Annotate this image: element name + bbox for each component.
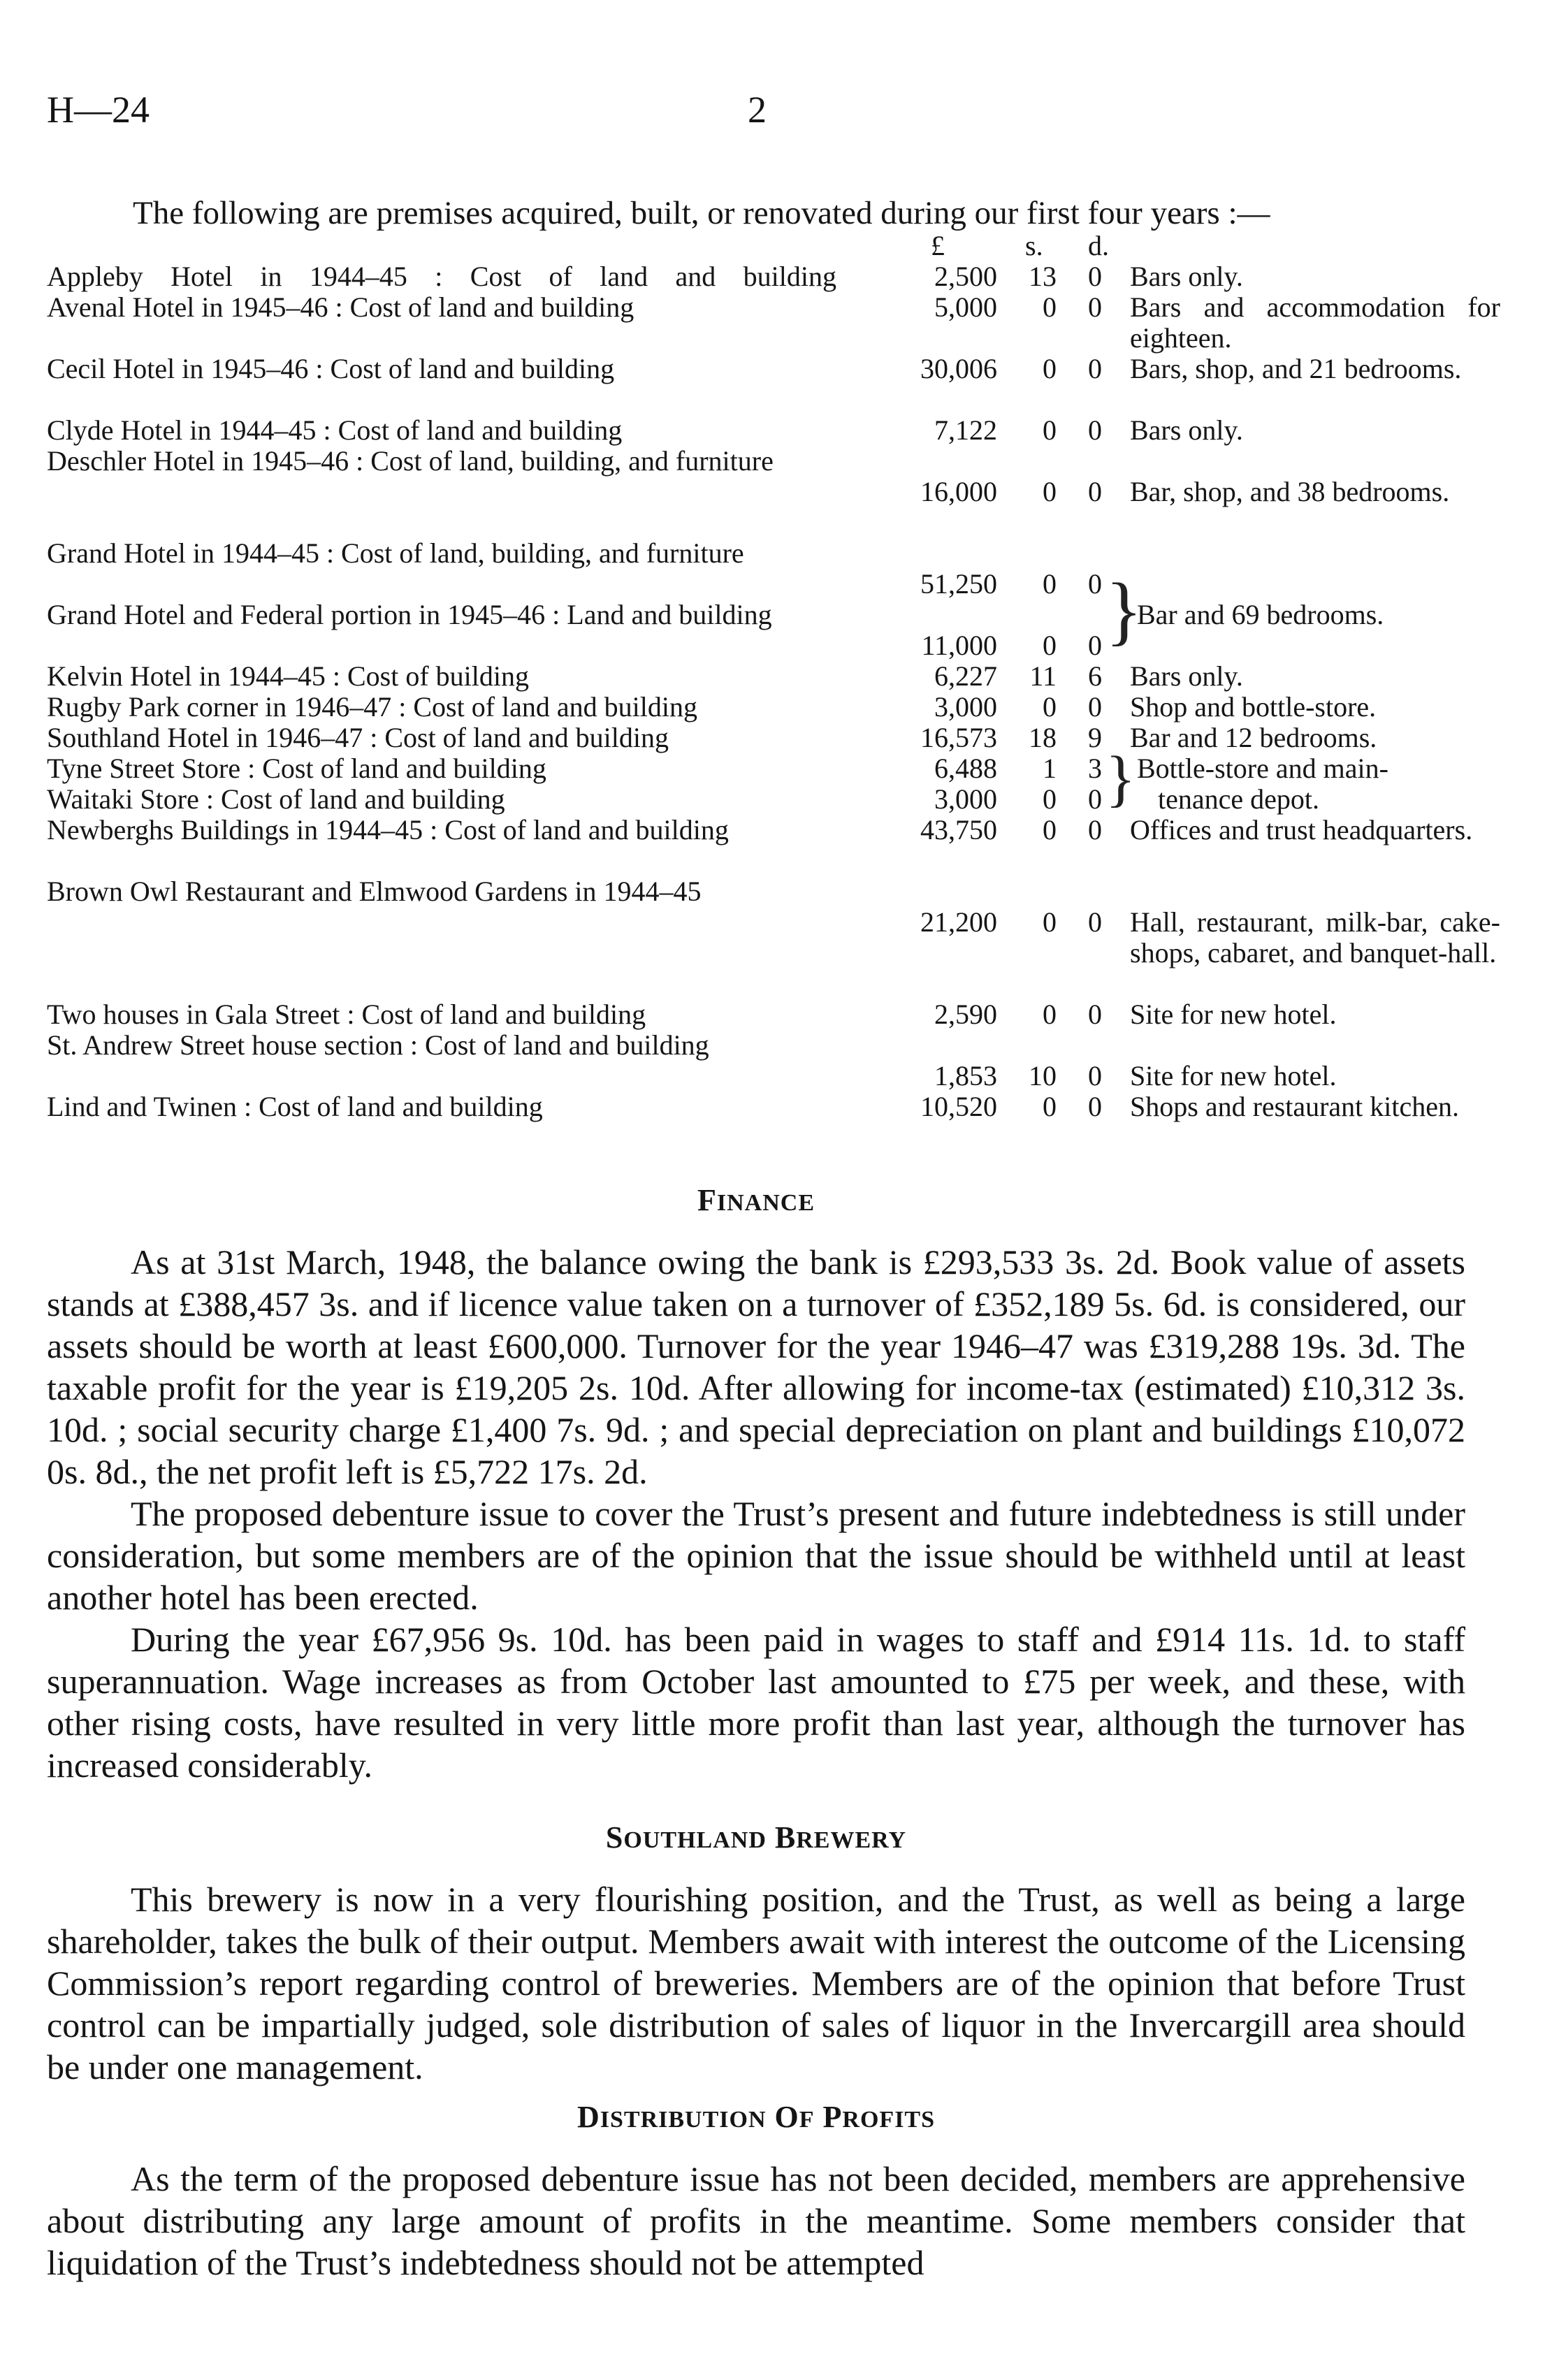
premises-note: Site for new hotel. [1130,1060,1337,1091]
profits-heading [47,2096,1465,2141]
table-intro: The following are premises acquired, built, or renovated during our first four years :— [133,195,1270,231]
cost-pounds: 6,488 [934,753,997,784]
finance-paragraph-2: The proposed debenture issue to cover the Trust’s present and future indebtedness is still under consideration, but some members are of the opinion that the issue should be withheld until at least another hotel has been erected. [47,1494,1465,1617]
premises-description: Newberghs Buildings in 1944–45 : Cost of land and building [47,814,729,846]
table-row [47,261,1465,292]
cost-shillings: 0 [1043,906,1057,938]
cost-shillings: 0 [1043,783,1057,815]
finance-section [47,1180,1465,1786]
premises-note: Bar and 12 bedrooms. [1130,722,1377,753]
premises-description: Brown Owl Restaurant and Elmwood Gardens in 1944–45 [47,876,702,907]
cost-shillings: 0 [1043,414,1057,446]
cost-pence: 0 [1088,999,1102,1030]
finance-paragraph-3: During the year £67,956 9s. 10d. has been paid in wages to staff and £914 11s. 1d. to staff superannuation. Wage increases as from October last amounted to £75 per week, and these, with other rising costs, have resulted in very little more profit than last year, although the turnover has increased considerably. [47,1620,1465,1785]
table-row [47,999,1465,1030]
brewery-paragraph: This brewery is now in a very flourishing position, and the Trust, as well as being a large shareholder, takes the bulk of their output. Members await with interest the outcome of the Licensing Commission’s report regarding control of breweries. Members are of the opinion that before Trust control can be impartially judged, sole distribution of sales of liquor in the Invercargill area should be under one management. [47,1880,1465,2087]
cost-pence: 3 [1088,753,1102,784]
premises-description: Southland Hotel in 1946–47 : Cost of land and building [47,722,669,753]
cost-shillings: 10 [1029,1060,1057,1091]
cost-pence: 0 [1088,353,1102,384]
cost-pounds: 6,227 [934,660,997,692]
cost-pence: 0 [1088,414,1102,446]
cost-pounds: 21,200 [920,906,997,938]
brewery-heading [47,1817,1465,1862]
premises-description: Rugby Park corner in 1946–47 : Cost of land and building [47,691,698,723]
table-row [47,354,1465,415]
premises-description: Lind and Twinen : Cost of land and building [47,1091,543,1122]
premises-note: Offices and trust headquarters. [1130,814,1473,846]
page-number: 2 [748,89,767,131]
premises-description: Waitaki Store : Cost of land and building [47,783,505,815]
table-row [47,692,1465,723]
cost-pounds: 2,590 [934,999,997,1030]
table-row [47,723,1465,753]
premises-note: tenance depot. [1158,783,1319,815]
premises-description: Cecil Hotel in 1945–46 : Cost of land and building [47,353,615,384]
premises-description: Grand Hotel and Federal portion in 1945–46 : Land and building [47,599,772,630]
table-row [47,1030,1465,1091]
table-row [47,814,1473,876]
cost-shillings: 0 [1043,630,1057,661]
premises-note: Shop and bottle-store. [1130,691,1377,723]
premises-note: Bars only. [1130,261,1243,292]
cost-pounds: 3,000 [934,783,997,815]
cost-pence: 0 [1088,691,1102,723]
cost-shillings: 0 [1043,353,1057,384]
cost-pounds: 16,000 [920,476,997,507]
cost-pence: 0 [1088,814,1102,846]
table-row [47,446,1465,538]
cost-pence: 0 [1088,291,1102,323]
premises-note: Bar, shop, and 38 bedrooms. [1130,476,1450,507]
cost-shillings: 0 [1043,691,1057,723]
cost-shillings: 1 [1043,753,1057,784]
cost-pounds: 11,000 [921,630,997,661]
cost-pounds: 3,000 [934,691,997,723]
profits-section [47,2096,1465,2284]
cost-pounds: 5,000 [934,291,997,323]
table-row [47,661,1465,692]
cost-shillings: 0 [1043,999,1057,1030]
cost-pence: 0 [1088,783,1102,815]
cost-shillings: 11 [1029,660,1057,692]
brewery-heading-text: SOUTHLAND BREWERY [605,1820,907,1855]
cost-pence: 6 [1088,660,1102,692]
table-row [47,876,1500,999]
premises-note: Bottle-store and main- [1137,753,1388,784]
premises-note: Bars only. [1130,660,1243,692]
premises-note: Site for new hotel. [1130,999,1337,1030]
premises-description: Grand Hotel in 1944–45 : Cost of land, building, and furniture [47,537,744,569]
cost-pence: 0 [1088,1060,1102,1091]
cost-pence: 0 [1088,568,1102,600]
profits-heading-text: DISTRIBUTION OF PROFITS [576,2100,936,2134]
pence-column-header: d. [1088,230,1109,261]
premises-description: St. Andrew Street house section : Cost of land and building [47,1029,709,1061]
premises-note: Bars only. [1130,414,1243,446]
document-reference: H—24 [47,89,150,131]
premises-description: Deschler Hotel in 1945–46 : Cost of land, building, and furniture [47,445,774,477]
cost-pounds: 43,750 [920,814,997,846]
finance-heading-text: FINANCE [697,1183,815,1217]
table-row [47,1091,1465,1153]
premises-table [47,230,1500,1153]
cost-pounds: 16,573 [920,722,997,753]
cost-pence: 9 [1088,722,1102,753]
premises-description: Kelvin Hotel in 1944–45 : Cost of building [47,660,529,692]
table-row [47,538,1465,600]
cost-pence: 0 [1088,906,1102,938]
brewery-section [47,1817,1465,2088]
cost-pounds: 30,006 [920,353,997,384]
cost-pence: 0 [1088,476,1102,507]
cost-pence: 0 [1088,1091,1102,1122]
cost-shillings: 0 [1043,814,1057,846]
cost-shillings: 0 [1043,476,1057,507]
table-row [47,415,1465,446]
cost-pence: 0 [1088,630,1102,661]
finance-paragraph-1: As at 31st March, 1948, the balance owing the bank is £293,533 3s. 2d. Book value of assets stands at £388,457 3s. and if licence value taken on a turnover of £352,189 5s. 6d. is considered, our assets should be worth at least £600,000. Turnover for the year 1946–47 was £319,288 19s. 3d. The taxable profit for the year is £19,205 2s. 10d. After allowing for income-tax (estimated) £10,312 3s. 10d. ; social security charge £1,400 7s. 9d. ; and special depreciation on plant and buildings £10,072 0s. 8d., the net profit left is £5,722 17s. 2d. [47,1242,1465,1491]
cost-shillings: 13 [1029,261,1057,292]
premises-note: Bars, shop, and 21 bedrooms. [1130,353,1462,384]
cost-shillings: 0 [1043,568,1057,600]
cost-pence: 0 [1088,261,1102,292]
premises-note: Hall, restaurant, milk-bar, cake-shops, cabaret, and banquet-hall. [1130,906,1500,968]
premises-description: Clyde Hotel in 1944–45 : Cost of land and building [47,414,623,446]
finance-heading [47,1180,1465,1224]
table-row [47,291,1500,354]
pounds-column-header: £ [931,230,945,261]
shillings-column-header: s. [1025,230,1043,261]
premises-description: Appleby Hotel in 1944–45 : Cost of land and building [47,261,836,292]
cost-pounds: 51,250 [920,568,997,600]
cost-pounds: 1,853 [934,1060,997,1091]
premises-note: Bars and accommodation for eighteen. [1130,291,1500,354]
premises-description: Two houses in Gala Street : Cost of land and building [47,999,646,1030]
premises-note: Bar and 69 bedrooms. [1137,599,1384,630]
cost-shillings: 0 [1043,1091,1057,1122]
cost-shillings: 18 [1029,722,1057,753]
cost-pounds: 7,122 [934,414,997,446]
premises-description: Tyne Street Store : Cost of land and building [47,753,546,784]
right-brace-icon: } [1105,744,1136,813]
premises-description: Avenal Hotel in 1945–46 : Cost of land and building [47,291,634,323]
profits-paragraph: As the term of the proposed debenture issue has not been decided, members are apprehensive about distributing any large amount of profits in the meantime. Some members consider that liquidation of the Trust’s indebtedness should not be attempted [47,2159,1465,2282]
cost-shillings: 0 [1043,291,1057,323]
cost-pounds: 2,500 [934,261,997,292]
premises-note: Shops and restaurant kitchen. [1130,1091,1459,1122]
cost-pounds: 10,520 [920,1091,997,1122]
right-brace-icon: } [1105,567,1143,653]
table-column-headers [47,231,1465,261]
table-row [47,784,1465,815]
